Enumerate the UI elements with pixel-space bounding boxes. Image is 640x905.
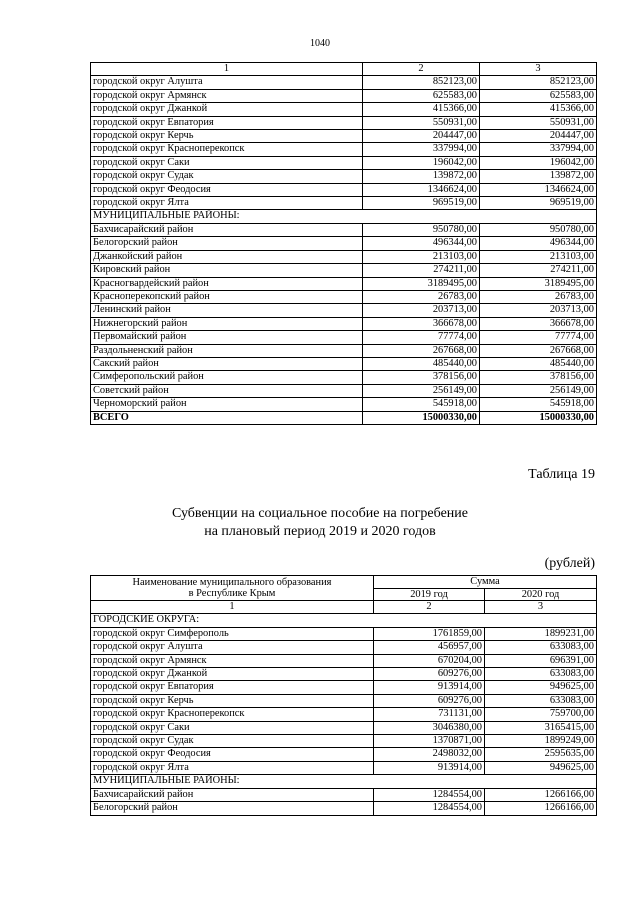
section-header: МУНИЦИПАЛЬНЫЕ РАЙОНЫ: bbox=[91, 210, 597, 223]
table-row bbox=[91, 116, 597, 129]
table-row bbox=[91, 304, 597, 317]
municipality-name: Советский район bbox=[91, 384, 363, 397]
amount-value: 256149,00 bbox=[363, 384, 480, 397]
table-row bbox=[91, 170, 597, 183]
table-row bbox=[91, 735, 597, 748]
amount-value: 196042,00 bbox=[480, 156, 597, 169]
table-row bbox=[91, 627, 597, 640]
amount-value: 913914,00 bbox=[374, 761, 485, 774]
amount-value: 267668,00 bbox=[363, 344, 480, 357]
table-row bbox=[91, 788, 597, 801]
amount-value: 204447,00 bbox=[480, 130, 597, 143]
table-row bbox=[91, 103, 597, 116]
amount-value: 969519,00 bbox=[480, 197, 597, 210]
amount-value: 545918,00 bbox=[480, 398, 597, 411]
amount-value: 337994,00 bbox=[480, 143, 597, 156]
table-row bbox=[91, 694, 597, 707]
amount-value: 26783,00 bbox=[480, 290, 597, 303]
amount-value: 366678,00 bbox=[480, 317, 597, 330]
amount-value: 3189495,00 bbox=[363, 277, 480, 290]
amount-value: 139872,00 bbox=[363, 170, 480, 183]
table-title bbox=[0, 505, 640, 541]
amount-value: 633083,00 bbox=[485, 668, 597, 681]
column-number: 1 bbox=[91, 601, 374, 614]
amount-value: 1284554,00 bbox=[374, 788, 485, 801]
municipality-name: городской округ Ялта bbox=[91, 197, 363, 210]
table-row bbox=[91, 398, 597, 411]
amount-value: 496344,00 bbox=[480, 237, 597, 250]
amount-value: 852123,00 bbox=[363, 76, 480, 89]
amount-value: 1761859,00 bbox=[374, 627, 485, 640]
amount-value: 203713,00 bbox=[363, 304, 480, 317]
amount-value: 366678,00 bbox=[363, 317, 480, 330]
municipality-name: Черноморский район bbox=[91, 398, 363, 411]
column-header-sum: Сумма bbox=[374, 576, 597, 589]
table-row bbox=[91, 748, 597, 761]
municipality-name: городской округ Армянск bbox=[91, 654, 374, 667]
amount-value: 633083,00 bbox=[485, 641, 597, 654]
section-header: ГОРОДСКИЕ ОКРУГА: bbox=[91, 614, 597, 627]
table-label: Таблица 19 bbox=[528, 467, 595, 482]
amount-value: 731131,00 bbox=[374, 708, 485, 721]
municipality-name: Нижнегорский район bbox=[91, 317, 363, 330]
amount-value: 274211,00 bbox=[363, 264, 480, 277]
units-label: (рублей) bbox=[544, 556, 595, 571]
amount-value: 2595635,00 bbox=[485, 748, 597, 761]
column-number-row bbox=[91, 601, 597, 614]
amount-value: 213103,00 bbox=[480, 250, 597, 263]
amount-value: 913914,00 bbox=[374, 681, 485, 694]
amount-value: 15000330,00 bbox=[363, 411, 480, 424]
municipality-name: Раздольненский район bbox=[91, 344, 363, 357]
table-row bbox=[91, 223, 597, 236]
municipality-name: Ленинский район bbox=[91, 304, 363, 317]
section-header: МУНИЦИПАЛЬНЫЕ РАЙОНЫ: bbox=[91, 775, 597, 788]
table-row bbox=[91, 250, 597, 263]
table-row bbox=[91, 721, 597, 734]
municipality-name: Симферопольский район bbox=[91, 371, 363, 384]
table-row bbox=[91, 384, 597, 397]
column-number: 3 bbox=[485, 601, 597, 614]
column-header-name-line1: Наименование муниципального образования bbox=[132, 576, 332, 588]
table-row bbox=[91, 130, 597, 143]
municipality-name: Джанкойский район bbox=[91, 250, 363, 263]
table-row bbox=[91, 143, 597, 156]
amount-value: 1284554,00 bbox=[374, 802, 485, 815]
table-row bbox=[91, 802, 597, 815]
municipality-name: городской округ Симферополь bbox=[91, 627, 374, 640]
municipality-name: городской округ Саки bbox=[91, 721, 374, 734]
municipality-name: городской округ Ялта bbox=[91, 761, 374, 774]
amount-value: 609276,00 bbox=[374, 694, 485, 707]
section-header-row bbox=[91, 775, 597, 788]
amount-value: 950780,00 bbox=[363, 223, 480, 236]
amount-value: 267668,00 bbox=[480, 344, 597, 357]
municipality-name: Первомайский район bbox=[91, 331, 363, 344]
column-header-name-line2: в Республике Крым bbox=[188, 588, 276, 599]
municipality-name: городской округ Саки bbox=[91, 156, 363, 169]
municipality-name: городской округ Красноперекопск bbox=[91, 708, 374, 721]
section-header-row bbox=[91, 614, 597, 627]
amount-value: 1370871,00 bbox=[374, 735, 485, 748]
table-row bbox=[91, 156, 597, 169]
municipality-name: городской округ Джанкой bbox=[91, 668, 374, 681]
amount-value: 213103,00 bbox=[363, 250, 480, 263]
table-row bbox=[91, 197, 597, 210]
table-row bbox=[91, 277, 597, 290]
municipality-name: Красноперекопский район bbox=[91, 290, 363, 303]
table-row bbox=[91, 654, 597, 667]
column-number: 2 bbox=[363, 63, 480, 76]
amount-value: 1266166,00 bbox=[485, 788, 597, 801]
amount-value: 545918,00 bbox=[363, 398, 480, 411]
amount-value: 456957,00 bbox=[374, 641, 485, 654]
amount-value: 949625,00 bbox=[485, 761, 597, 774]
municipality-name: городской округ Феодосия bbox=[91, 183, 363, 196]
table-title-line1: Субвенции на социальное пособие на погребение bbox=[171, 506, 469, 521]
municipality-name: Белогорский район bbox=[91, 802, 374, 815]
amount-value: 378156,00 bbox=[363, 371, 480, 384]
amount-value: 852123,00 bbox=[480, 76, 597, 89]
table-row bbox=[91, 344, 597, 357]
table-row bbox=[91, 290, 597, 303]
municipality-name: городской округ Феодосия bbox=[91, 748, 374, 761]
column-header-2020: 2020 год bbox=[485, 588, 597, 601]
amount-value: 759700,00 bbox=[485, 708, 597, 721]
amount-value: 203713,00 bbox=[480, 304, 597, 317]
amount-value: 949625,00 bbox=[485, 681, 597, 694]
amount-value: 1346624,00 bbox=[480, 183, 597, 196]
column-number: 1 bbox=[91, 63, 363, 76]
table-row bbox=[91, 371, 597, 384]
municipality-name: Красногвардейский район bbox=[91, 277, 363, 290]
amount-value: 256149,00 bbox=[480, 384, 597, 397]
amount-value: 77774,00 bbox=[480, 331, 597, 344]
amount-value: 26783,00 bbox=[363, 290, 480, 303]
column-header-2019: 2019 год bbox=[374, 588, 485, 601]
municipality-name: городской округ Алушта bbox=[91, 76, 363, 89]
amount-value: 204447,00 bbox=[363, 130, 480, 143]
amount-value: 1899231,00 bbox=[485, 627, 597, 640]
amount-value: 2498032,00 bbox=[374, 748, 485, 761]
amount-value: 3165415,00 bbox=[485, 721, 597, 734]
amount-value: 415366,00 bbox=[480, 103, 597, 116]
table-row bbox=[91, 761, 597, 774]
header-row bbox=[91, 576, 597, 589]
municipality-name: городской округ Армянск bbox=[91, 89, 363, 102]
municipality-name: ВСЕГО bbox=[91, 411, 363, 424]
amount-value: 3046380,00 bbox=[374, 721, 485, 734]
column-number-row bbox=[91, 63, 597, 76]
municipality-name: городской округ Красноперекопск bbox=[91, 143, 363, 156]
municipality-name: городской округ Евпатория bbox=[91, 681, 374, 694]
amount-value: 1266166,00 bbox=[485, 802, 597, 815]
municipality-name: городской округ Керчь bbox=[91, 130, 363, 143]
amount-value: 15000330,00 bbox=[480, 411, 597, 424]
amount-value: 337994,00 bbox=[363, 143, 480, 156]
table-row bbox=[91, 89, 597, 102]
municipality-name: городской округ Джанкой bbox=[91, 103, 363, 116]
table-title-line2: на плановый период 2019 и 2020 годов bbox=[204, 524, 436, 539]
amount-value: 485440,00 bbox=[480, 357, 597, 370]
subsidy-table-continued bbox=[90, 62, 597, 425]
table-row bbox=[91, 708, 597, 721]
amount-value: 625583,00 bbox=[363, 89, 480, 102]
amount-value: 950780,00 bbox=[480, 223, 597, 236]
column-header-name bbox=[91, 576, 374, 601]
table-row bbox=[91, 317, 597, 330]
amount-value: 3189495,00 bbox=[480, 277, 597, 290]
amount-value: 696391,00 bbox=[485, 654, 597, 667]
burial-allowance-table bbox=[90, 575, 597, 816]
municipality-name: Бахчисарайский район bbox=[91, 223, 363, 236]
table-row bbox=[91, 76, 597, 89]
table-row bbox=[91, 357, 597, 370]
municipality-name: Бахчисарайский район bbox=[91, 788, 374, 801]
amount-value: 1346624,00 bbox=[363, 183, 480, 196]
municipality-name: городской округ Судак bbox=[91, 735, 374, 748]
municipality-name: городской округ Керчь bbox=[91, 694, 374, 707]
table-row bbox=[91, 331, 597, 344]
amount-value: 378156,00 bbox=[480, 371, 597, 384]
table-row bbox=[91, 183, 597, 196]
amount-value: 670204,00 bbox=[374, 654, 485, 667]
total-row bbox=[91, 411, 597, 424]
amount-value: 77774,00 bbox=[363, 331, 480, 344]
table-row bbox=[91, 641, 597, 654]
page-number: 1040 bbox=[310, 38, 330, 49]
municipality-name: Сакский район bbox=[91, 357, 363, 370]
municipality-name: Кировский район bbox=[91, 264, 363, 277]
amount-value: 550931,00 bbox=[480, 116, 597, 129]
municipality-name: Белогорский район bbox=[91, 237, 363, 250]
column-number: 3 bbox=[480, 63, 597, 76]
amount-value: 196042,00 bbox=[363, 156, 480, 169]
municipality-name: городской округ Евпатория bbox=[91, 116, 363, 129]
amount-value: 609276,00 bbox=[374, 668, 485, 681]
amount-value: 415366,00 bbox=[363, 103, 480, 116]
amount-value: 274211,00 bbox=[480, 264, 597, 277]
column-number: 2 bbox=[374, 601, 485, 614]
amount-value: 139872,00 bbox=[480, 170, 597, 183]
amount-value: 550931,00 bbox=[363, 116, 480, 129]
amount-value: 485440,00 bbox=[363, 357, 480, 370]
amount-value: 625583,00 bbox=[480, 89, 597, 102]
amount-value: 496344,00 bbox=[363, 237, 480, 250]
table-row bbox=[91, 264, 597, 277]
table-row bbox=[91, 668, 597, 681]
amount-value: 969519,00 bbox=[363, 197, 480, 210]
amount-value: 633083,00 bbox=[485, 694, 597, 707]
table-row bbox=[91, 237, 597, 250]
section-header-row bbox=[91, 210, 597, 223]
table-row bbox=[91, 681, 597, 694]
amount-value: 1899249,00 bbox=[485, 735, 597, 748]
municipality-name: городской округ Судак bbox=[91, 170, 363, 183]
municipality-name: городской округ Алушта bbox=[91, 641, 374, 654]
